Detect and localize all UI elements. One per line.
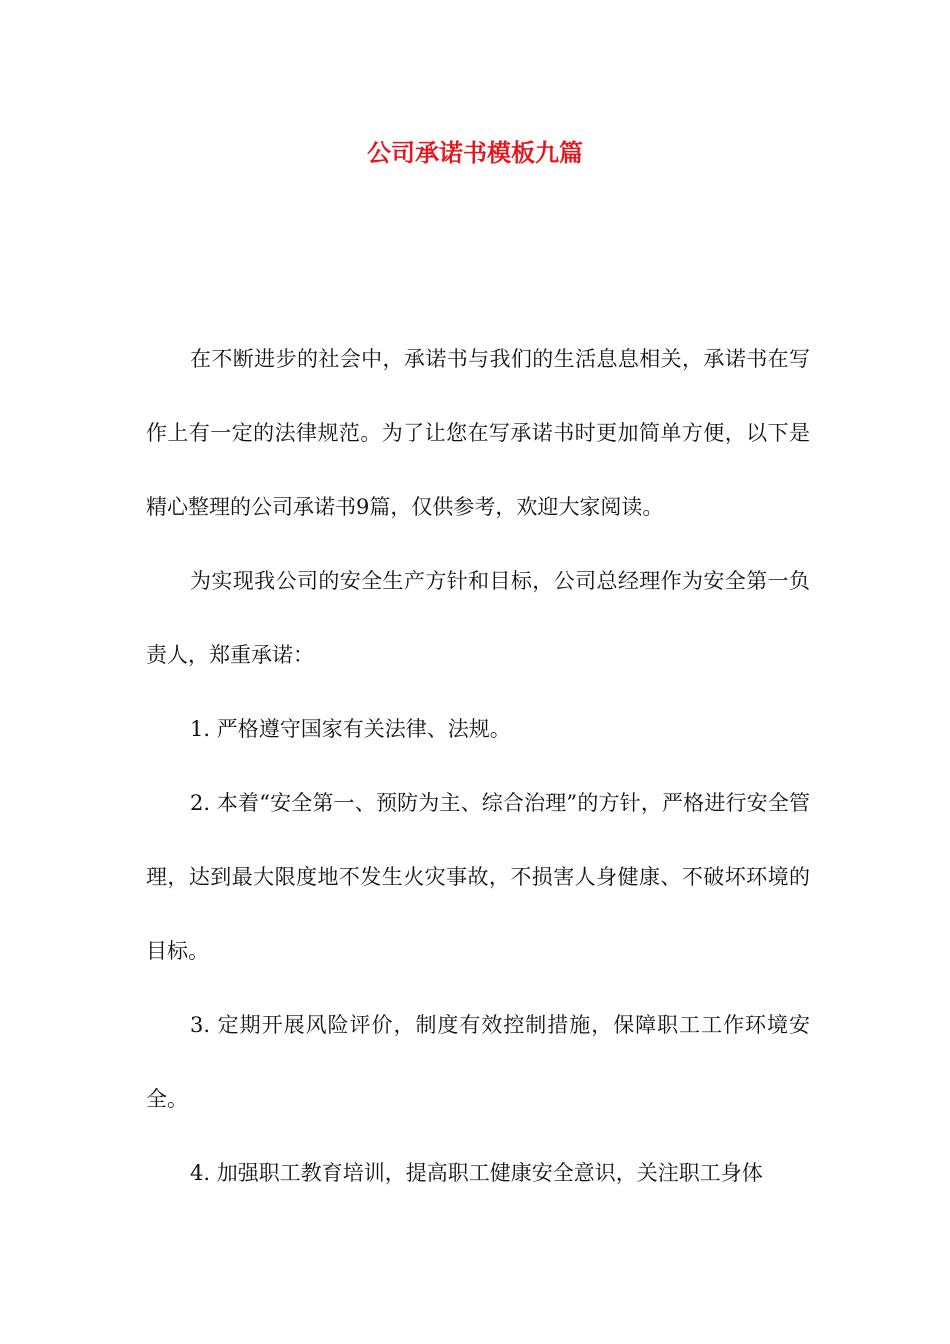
- document-body: [146, 322, 810, 1210]
- paragraph-item-3: 3. 定期开展风险评价，制度有效控制措施，保障职工工作环境安全。: [146, 1013, 810, 1111]
- document-title: 公司承诺书模板九篇: [367, 138, 583, 167]
- paragraph-item-1: 1. 严格遵守国家有关法律、法规。: [190, 717, 511, 741]
- paragraph-commitment-lead: 为实现我公司的安全生产方针和目标，公司总经理作为安全第一负责人，郑重承诺：: [146, 569, 810, 667]
- paragraph-intro: 在不断进步的社会中，承诺书与我们的生活息息相关，承诺书在写作上有一定的法律规范。为了让您在写承诺书时更加简单方便，以下是精心整理的公司承诺书9篇，仅供参考，欢迎大家阅读。: [146, 347, 810, 519]
- paragraph-item-4: 4. 加强职工教育培训，提高职工健康安全意识，关注职工身体: [190, 1161, 763, 1185]
- paragraph-item-2: 2. 本着“安全第一、预防为主、综合治理”的方针，严格进行安全管理，达到最大限度地不发生火灾事故，不损害人身健康、不破坏环境的目标。: [146, 791, 810, 963]
